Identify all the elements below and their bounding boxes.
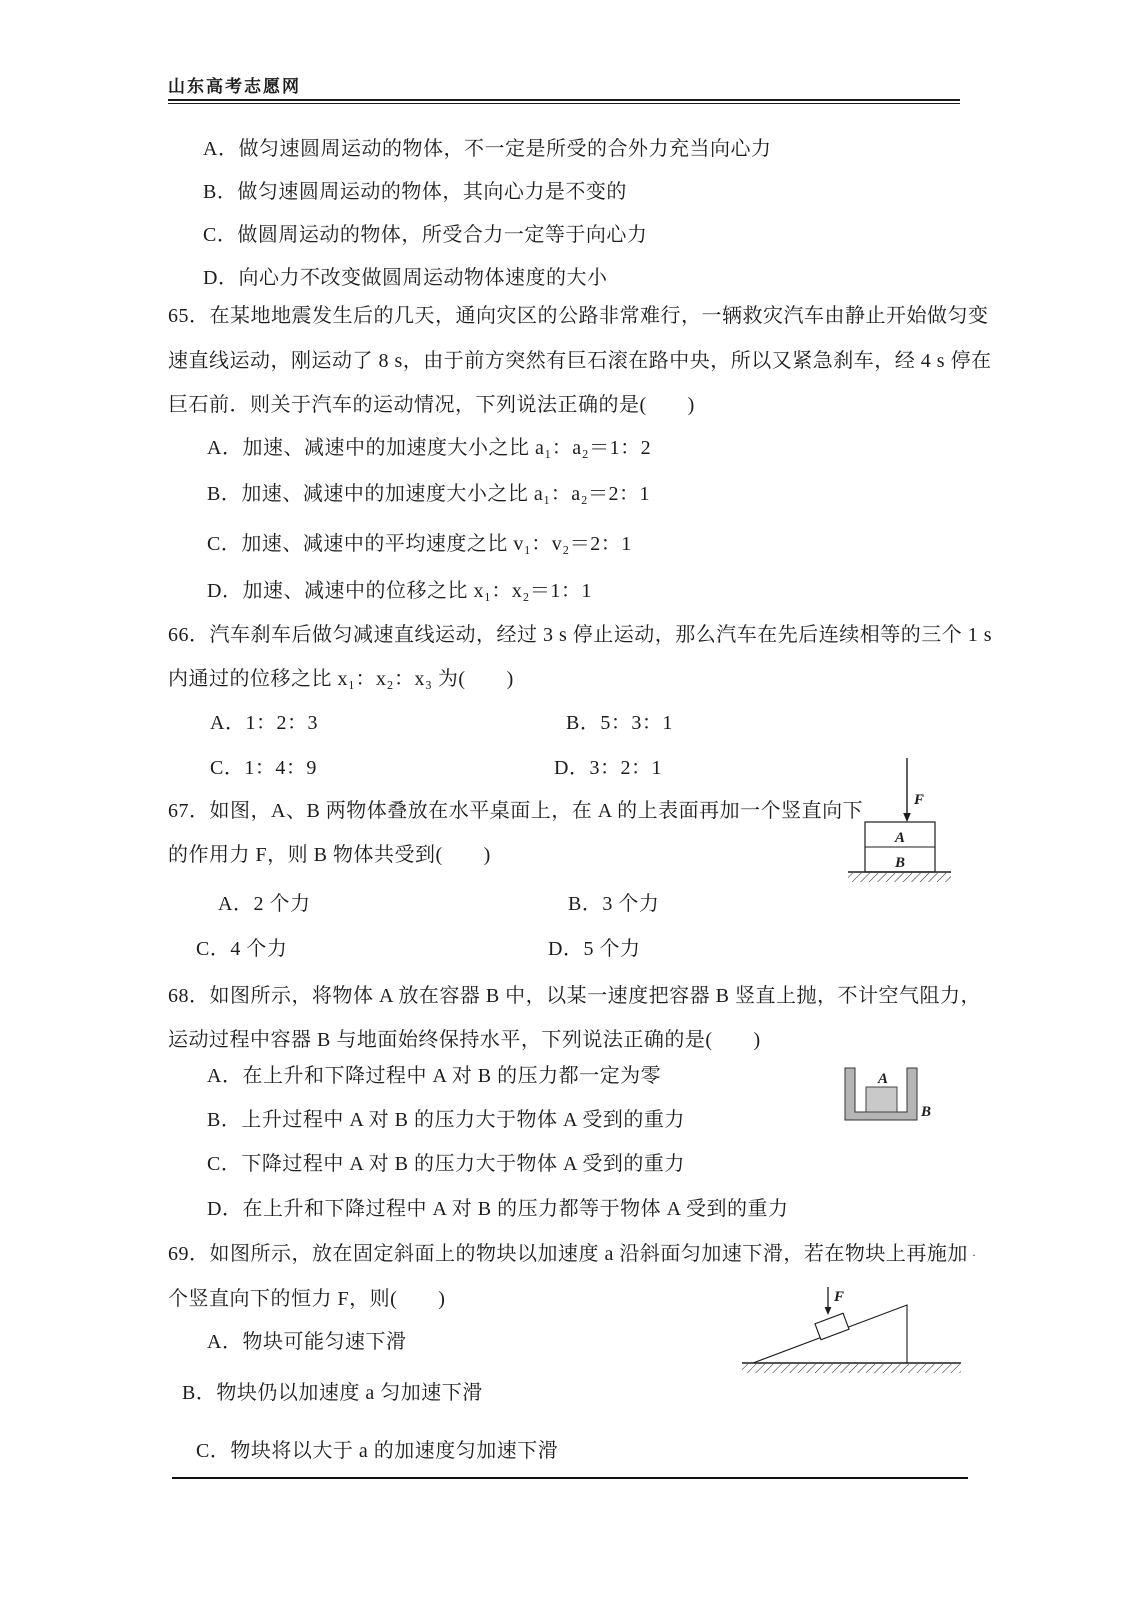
q68-option-c: C．下降过程中 A 对 B 的压力大于物体 A 受到的重力 (207, 1153, 685, 1175)
q64-option-b: B．做匀速圆周运动的物体，其向心力是不变的 (203, 181, 627, 203)
q68-figure (840, 1058, 940, 1126)
object-a-label: A (878, 1071, 889, 1087)
block-b-label: B (894, 855, 906, 871)
q67-option-c: C．4 个力 (196, 938, 288, 960)
q69-text-line-2: 个竖直向下的恒力 F，则( ) (168, 1288, 446, 1310)
q68-option-d: D．在上升和下降过程中 A 对 B 的压力都等于物体 A 受到的重力 (207, 1198, 789, 1220)
q68-text-line-1: 68．如图所示，将物体 A 放在容器 B 中，以某一速度把容器 B 竖直上抛，不计空气阻力， (168, 985, 982, 1007)
q68-option-b: B．上升过程中 A 对 B 的压力大于物体 A 受到的重力 (207, 1109, 685, 1131)
ground-hatch (742, 1364, 961, 1373)
q65-text-line-1: 65．在某地地震发生后的几天，通向灾区的公路非常难行，一辆救灾汽车由静止开始做匀变 (168, 305, 989, 327)
q65-option-b: B．加速、减速中的加速度大小之比 a₁：a₂＝2：1 (207, 483, 651, 505)
q67-option-b: B．3 个力 (568, 893, 660, 915)
object-a-shape (866, 1087, 897, 1112)
q64-option-d: D．向心力不改变做圆周运动物体速度的大小 (203, 267, 608, 289)
q65-text-line-3: 巨石前．则关于汽车的运动情况，下列说法正确的是( ) (168, 394, 695, 416)
q69-option-b: B．物块仍以加速度 a 匀加速下滑 (182, 1382, 483, 1404)
q67-figure (846, 752, 954, 884)
force-arrowhead-icon (903, 813, 911, 822)
q69-option-a: A．物块可能匀速下滑 (207, 1331, 407, 1353)
ground-hatch (848, 873, 951, 882)
q68-text-line-2: 运动过程中容器 B 与地面始终保持水平，下列说法正确的是( ) (168, 1029, 761, 1051)
q66-text-line-1: 66．汽车刹车后做匀减速直线运动，经过 3 s 停止运动，那么汽车在先后连续相等的三个 1 s (168, 624, 993, 646)
q66-option-b: B．5：3：1 (566, 712, 673, 734)
force-label: F (914, 792, 925, 808)
site-name: 山东高考志愿网 (168, 77, 301, 96)
q66-option-d: D．3：2：1 (554, 757, 662, 779)
force-arrowhead-icon (825, 1307, 832, 1315)
q69-text-line-1: 69．如图所示，放在固定斜面上的物块以加速度 a 沿斜面匀加速下滑，若在物块上再施加 (168, 1243, 968, 1265)
q67-option-d: D．5 个力 (548, 938, 641, 960)
header-rule (168, 99, 960, 104)
q67-option-a: A．2 个力 (218, 893, 311, 915)
q69-figure (735, 1283, 965, 1378)
q69-option-c: C．物块将以大于 a 的加速度匀加速下滑 (196, 1440, 559, 1462)
q66-option-c: C．1：4：9 (210, 757, 317, 779)
q64-option-a: A．做匀速圆周运动的物体，不一定是所受的合外力充当向心力 (203, 138, 772, 160)
q64-option-c: C．做圆周运动的物体，所受合力一定等于向心力 (203, 224, 648, 246)
force-label: F (834, 1289, 845, 1305)
q65-text-line-2: 速直线运动，刚运动了 8 s，由于前方突然有巨石滚在路中央，所以又紧急刹车，经 4 s 停在 (168, 350, 992, 372)
q65-option-d: D．加速、减速中的位移之比 x₁：x₂＝1：1 (207, 580, 592, 602)
q65-option-a: A．加速、减速中的加速度大小之比 a₁：a₂＝1：2 (207, 437, 652, 459)
q66-text-line-2: 内通过的位移之比 x₁：x₂：x₃ 为( ) (168, 668, 514, 690)
block-a-label: A (894, 830, 906, 846)
q67-text-line-2: 的作用力 F，则 B 物体共受到( ) (168, 844, 491, 866)
q66-option-a: A．1：2：3 (210, 712, 318, 734)
q68-option-a: A．在上升和下降过程中 A 对 B 的压力都一定为零 (207, 1065, 662, 1087)
container-b-label: B (921, 1104, 932, 1120)
q67-text-line-1: 67．如图，A、B 两物体叠放在水平桌面上，在 A 的上表面再加一个竖直向下 (168, 800, 864, 822)
footer-rule (172, 1477, 968, 1479)
q65-option-c: C．加速、减速中的平均速度之比 v₁：v₂＝2：1 (207, 533, 632, 555)
stray-mark: · (972, 1248, 976, 1262)
